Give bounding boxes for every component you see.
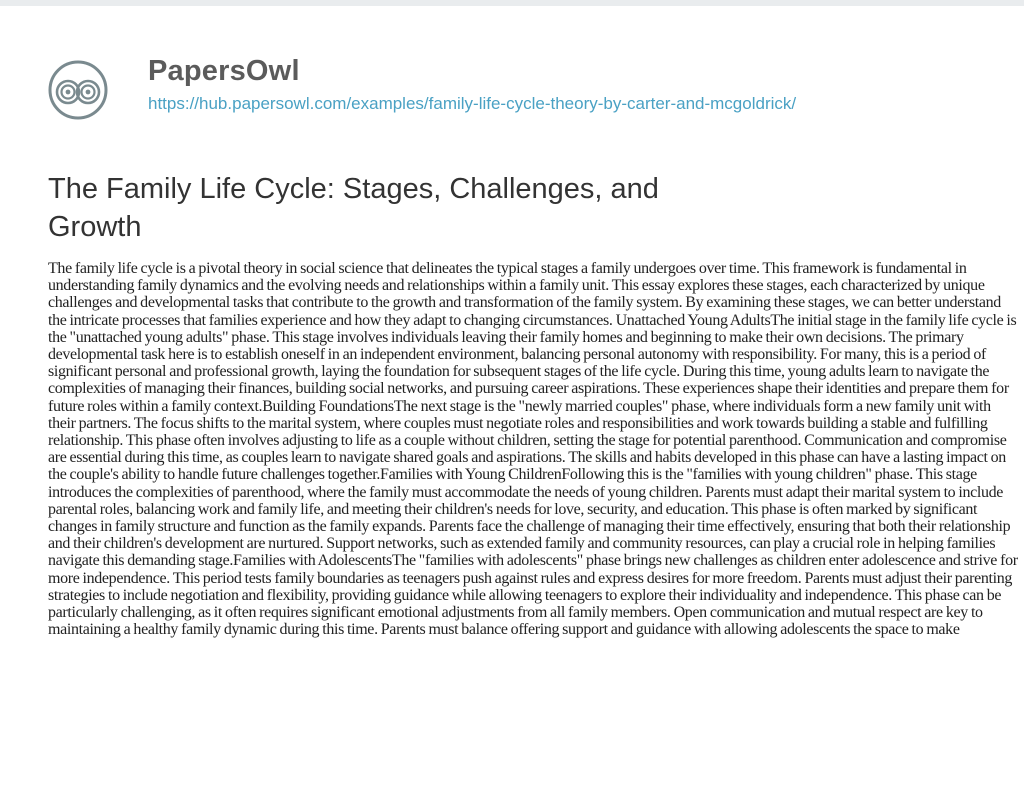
essay-title: The Family Life Cycle: Stages, Challenges, and Growth [48, 173, 659, 243]
top-bar [0, 0, 1024, 6]
source-url-link[interactable]: https://hub.papersowl.com/examples/family-life-cycle-theory-by-carter-and-mcgoldrick/ [148, 94, 797, 113]
brand-name[interactable]: PapersOwl [148, 55, 300, 87]
essay-body: The family life cycle is a pivotal theory in social science that delineates the typical stages a family undergoes over time. This framework is fundamental in understanding family dynamics and the evolving needs and relationships within a family unit. This essay explores these stages, each characterized by unique challenges and developmental tasks that contribute to the growth and transformation of the family system. By examining these stages, we can better understand the intricate processes that families experience and how they adapt to changing circumstances. Unattached Young AdultsThe initial stage in the family life cycle is the "unattached young adults" phase. This stage involves individuals leaving their family homes and beginning to make their own decisions. The primary developmental task here is to establish oneself in an independent environment, balancing personal autonomy with responsibility. For many, this is a period of significant personal and professional growth, laying the foundation for subsequent stages of the life cycle. During this time, young adults learn to navigate the complexities of managing their finances, building social networks, and pursuing career aspirations. These experiences shape their identities and prepare them for future roles within a family context.Building FoundationsThe next stage is the "newly married couples" phase, where individuals form a new family unit with their partners. The focus shifts to the marital system, where couples must negotiate roles and responsibilities and work towards building a stable and fulfilling relationship. This phase often involves adjusting to life as a couple without children, setting the stage for potential parenthood. Communication and compromise are essential during this time, as couples learn to navigate shared goals and aspirations. The skills and habits developed in this phase can have a lasting impact on the couple's ability to handle future challenges together.Families with Young ChildrenFollowing this is the "families with young children" phase. This stage introduces the complexities of parenthood, where the family must accommodate the needs of young children. Parents must adapt their marital system to include parental roles, balancing work and family life, and meeting their children's needs for love, security, and education. This phase is often marked by significant changes in family structure and function as the family expands. Parents face the challenge of managing their time effectively, ensuring that both their relationship and their children's development are nurtured. Support networks, such as extended family and community resources, can play a crucial role in helping families navigate this demanding stage.Families with AdolescentsThe "families with adolescents" phase brings new challenges as children enter adolescence and strive for more independence. This period tests family boundaries as teenagers push against rules and express desires for more freedom. Parents must adjust their parenting strategies to include negotiation and flexibility, providing guidance while allowing teenagers to explore their individuality and independence. This phase can be particularly challenging, as it often requires significant emotional adjustments from all family members. Open communication and mutual respect are key to maintaining a healthy family dynamic during this time. Parents must balance offering support and guidance with allowing adolescents the space to make [48, 260, 1018, 639]
site-header [48, 55, 797, 120]
owl-eyes-logo-icon[interactable] [48, 60, 108, 120]
brand [148, 55, 797, 114]
